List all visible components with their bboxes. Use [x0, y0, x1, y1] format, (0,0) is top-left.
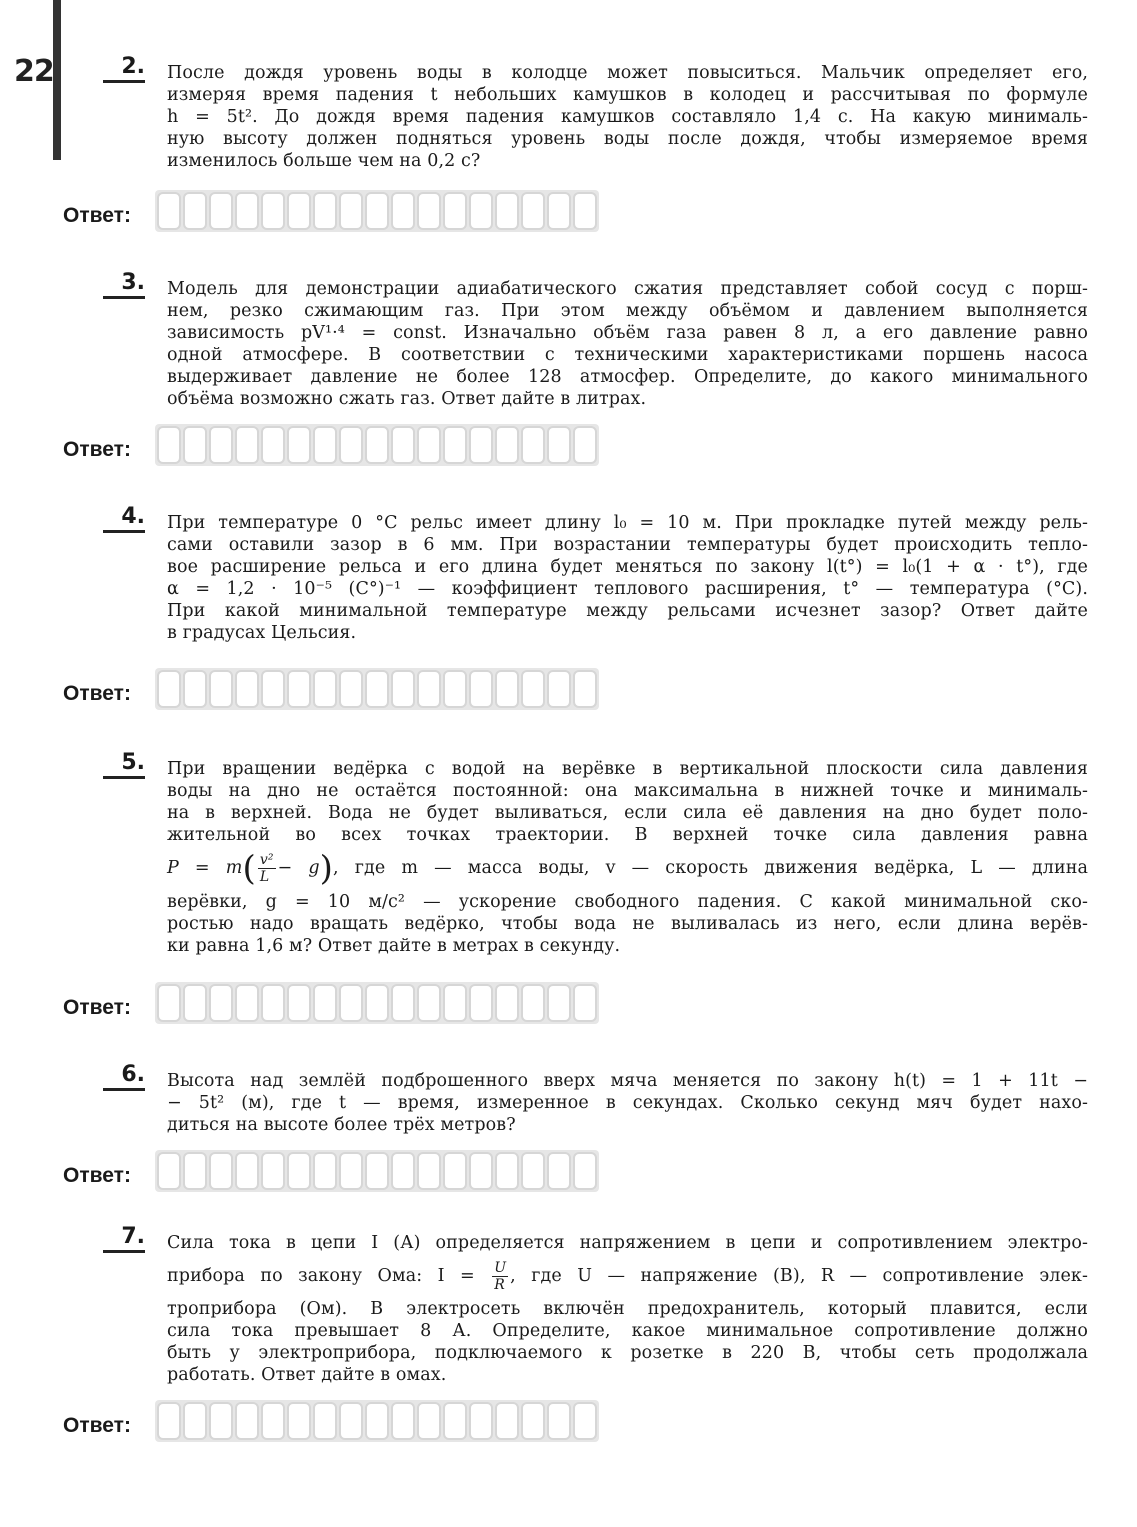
answer-cell[interactable] [443, 426, 467, 464]
answer-cell[interactable] [443, 1402, 467, 1440]
task-5 [103, 750, 1089, 957]
answer-cell[interactable] [183, 426, 207, 464]
formula-suffix: − g [277, 858, 320, 878]
answer-cell[interactable] [547, 426, 571, 464]
task-line: Высота над землёй подброшенного вверх мяча меняется по закону h(t) = 1 + 11t − [167, 1071, 1088, 1091]
task-line: быть у электроприбора, подключаемого к розетке в 220 В, чтобы сеть продолжала [167, 1343, 1088, 1363]
task-line: жительной во всех точках траектории. В верхней точке сила давления равна [167, 825, 1088, 845]
answer-label: Ответ: [63, 204, 131, 227]
task-number: 5. [103, 750, 145, 779]
answer-cell[interactable] [313, 426, 337, 464]
answer-cell[interactable] [417, 426, 441, 464]
task-line: h = 5t². До дождя время падения камушков составляло 1,4 с. На какую минималь- [167, 107, 1088, 127]
answer-cell[interactable] [573, 670, 597, 708]
answer-cell[interactable] [261, 192, 285, 230]
answer-cell[interactable] [261, 1402, 285, 1440]
answer-cell[interactable] [443, 670, 467, 708]
answer-cell[interactable] [157, 670, 181, 708]
answer-cell[interactable] [209, 1402, 233, 1440]
answer-cell[interactable] [183, 670, 207, 708]
task-4 [103, 504, 1088, 644]
fraction-numerator: U [494, 1260, 507, 1276]
answer-cell[interactable] [183, 1152, 207, 1190]
task-line: нем, резко сжимающим газ. При этом между объёмом и давлением выполняется [167, 301, 1088, 321]
task-line: Сила тока в цепи I (А) определяется напряжением в цепи и сопротивлением электро- [167, 1233, 1088, 1253]
answer-cell[interactable] [521, 426, 545, 464]
answer-cell[interactable] [417, 1152, 441, 1190]
answer-cell[interactable] [339, 192, 363, 230]
answer-cell[interactable] [313, 1402, 337, 1440]
answer-cell[interactable] [365, 1402, 389, 1440]
answer-cell[interactable] [183, 1402, 207, 1440]
task-text [167, 278, 1088, 410]
answer-cell[interactable] [521, 192, 545, 230]
task-number: 2. [103, 54, 145, 83]
formula-rest: , где m — масса воды, v — скорость движения ведёрка, L — длина [333, 858, 1089, 878]
answer-cell[interactable] [209, 426, 233, 464]
answer-cell[interactable] [183, 192, 207, 230]
answer-cell[interactable] [157, 984, 181, 1022]
task-line: одной атмосфере. В соответствии с техническими характеристиками поршень насоса [167, 345, 1088, 365]
task-number: 6. [103, 1062, 145, 1091]
answer-cells[interactable] [155, 190, 599, 232]
answer-cell[interactable] [573, 984, 597, 1022]
answer-cell[interactable] [313, 670, 337, 708]
answer-cell[interactable] [521, 670, 545, 708]
answer-cell[interactable] [209, 1152, 233, 1190]
task-line: ную высоту должен подняться уровень воды после дождя, чтобы измеряемое время [167, 129, 1088, 149]
answer-cell[interactable] [365, 192, 389, 230]
task-line: ростью надо вращать ведёрко, чтобы вода не выливалась из него, если длина верёв- [167, 913, 1088, 934]
answer-cell[interactable] [521, 1402, 545, 1440]
answer-cell[interactable] [547, 192, 571, 230]
answer-cell[interactable] [287, 984, 311, 1022]
task-line: выдерживает давление не более 128 атмосфер. Определите, до какого минимального [167, 367, 1088, 387]
answer-cell[interactable] [157, 1152, 181, 1190]
task-line: измеряя время падения t небольших камушков в колодец и рассчитывая по формуле [167, 85, 1088, 105]
answer-cell[interactable] [235, 984, 259, 1022]
task-line: вое расширение рельса и его длина будет меняться по закону l(t°) = l₀(1 + α · t°), где [167, 557, 1088, 577]
formula-rest: , где U — напряжение (В), R — сопротивление элек- [510, 1266, 1088, 1286]
answer-cells[interactable] [155, 668, 599, 710]
answer-cell[interactable] [313, 984, 337, 1022]
answer-cell[interactable] [391, 192, 415, 230]
answer-cell[interactable] [469, 426, 493, 464]
answer-cells[interactable] [155, 1400, 599, 1442]
answer-cell[interactable] [521, 1152, 545, 1190]
task-6 [103, 1062, 1088, 1136]
answer-cell[interactable] [261, 426, 285, 464]
task-line: сила тока превышает 8 А. Определите, какое минимальное сопротивление должно [167, 1321, 1088, 1341]
answer-cell[interactable] [469, 670, 493, 708]
answer-cell[interactable] [573, 426, 597, 464]
answer-cell[interactable] [261, 670, 285, 708]
answer-cell[interactable] [209, 192, 233, 230]
answer-cell[interactable] [313, 1152, 337, 1190]
answer-cell[interactable] [157, 192, 181, 230]
answer-cell[interactable] [287, 192, 311, 230]
answer-cell[interactable] [469, 984, 493, 1022]
answer-cell[interactable] [495, 670, 519, 708]
answer-cell[interactable] [495, 192, 519, 230]
answer-cell[interactable] [157, 426, 181, 464]
answer-label: Ответ: [63, 438, 131, 461]
answer-cells[interactable] [155, 1150, 599, 1192]
task-number: 7. [103, 1224, 145, 1253]
answer-cell[interactable] [469, 1402, 493, 1440]
task-line: При какой минимальной температуре между рельсами исчезнет зазор? Ответ дайте [167, 601, 1088, 621]
answer-cell[interactable] [235, 670, 259, 708]
answer-cell[interactable] [339, 1152, 363, 1190]
answer-label: Ответ: [63, 1164, 131, 1187]
page-number: 22 [14, 54, 54, 89]
answer-cell[interactable] [547, 1402, 571, 1440]
answer-cell[interactable] [573, 1152, 597, 1190]
task-text [167, 512, 1088, 644]
answer-cell[interactable] [183, 984, 207, 1022]
answer-cell[interactable] [495, 1152, 519, 1190]
answer-cell[interactable] [339, 984, 363, 1022]
answer-cell[interactable] [339, 1402, 363, 1440]
task-7 [103, 1224, 1088, 1386]
task-line: При вращении ведёрка с водой на верёвке в вертикальной плоскости сила давления [167, 759, 1088, 779]
task-2 [103, 54, 1088, 172]
answer-cell[interactable] [547, 670, 571, 708]
answer-cell[interactable] [573, 192, 597, 230]
answer-cell[interactable] [313, 192, 337, 230]
task-line: α = 1,2 · 10⁻⁵ (C°)⁻¹ — коэффициент теплового расширения, t° — температура (°C). [167, 579, 1088, 599]
answer-cell[interactable] [261, 984, 285, 1022]
answer-cell[interactable] [391, 984, 415, 1022]
task-line: воды на дно не остаётся постоянной: она максимальна в нижней точке и минималь- [167, 781, 1088, 801]
task-line: троприбора (Ом). В электросеть включён предохранитель, который плавится, если [167, 1299, 1088, 1319]
answer-cell[interactable] [339, 426, 363, 464]
answer-cell[interactable] [417, 984, 441, 1022]
task-line: верёвки, g = 10 м/с² — ускорение свободного падения. С какой минимальной ско- [167, 891, 1088, 912]
answer-cell[interactable] [235, 1402, 259, 1440]
answer-cell[interactable] [547, 1152, 571, 1190]
answer-cell[interactable] [235, 192, 259, 230]
task-text [167, 62, 1088, 172]
answer-cell[interactable] [209, 670, 233, 708]
task-3 [103, 270, 1088, 410]
answer-cell[interactable] [287, 1402, 311, 1440]
fraction [258, 852, 276, 885]
answer-cell[interactable] [573, 1402, 597, 1440]
answer-cell[interactable] [235, 426, 259, 464]
task-text [167, 1232, 1088, 1386]
task-line: При температуре 0 °C рельс имеет длину l₀ = 10 м. При прокладке путей между рель- [167, 513, 1088, 533]
task-line: объёма возможно сжать газ. Ответ дайте в литрах. [167, 389, 647, 409]
answer-cell[interactable] [469, 192, 493, 230]
formula-prefix: P = m [167, 858, 243, 878]
task-line: диться на высоте более трёх метров? [167, 1115, 516, 1135]
fraction-numerator: v² [259, 852, 274, 868]
task-number: 4. [103, 504, 145, 533]
answer-cell[interactable] [547, 984, 571, 1022]
task-line: изменилось больше чем на 0,2 с? [167, 151, 481, 171]
task-line: − 5t² (м), где t — время, измеренное в секундах. Сколько секунд мяч будет нахо- [167, 1093, 1088, 1113]
answer-cell[interactable] [417, 670, 441, 708]
answer-cell[interactable] [339, 670, 363, 708]
answer-cell[interactable] [365, 984, 389, 1022]
task-text [167, 1070, 1088, 1136]
answer-cell[interactable] [443, 192, 467, 230]
task-line: зависимость pV¹·⁴ = const. Изначально объём газа равен 8 л, а его давление равно [167, 323, 1088, 343]
answer-cell[interactable] [495, 1402, 519, 1440]
answer-cell[interactable] [287, 426, 311, 464]
answer-cell[interactable] [235, 1152, 259, 1190]
answer-cell[interactable] [287, 670, 311, 708]
answer-cell[interactable] [365, 426, 389, 464]
task-line: сами оставили зазор в 6 мм. При возрастании температуры будет происходить тепло- [167, 535, 1088, 555]
answer-cell[interactable] [365, 670, 389, 708]
answer-cell[interactable] [417, 1402, 441, 1440]
task-line: на в верхней. Вода не будет выливаться, если сила её давления на дно будет поло- [167, 803, 1088, 823]
answer-cell[interactable] [495, 426, 519, 464]
answer-cell[interactable] [391, 1152, 415, 1190]
answer-cell[interactable] [417, 192, 441, 230]
answer-label: Ответ: [63, 1414, 131, 1437]
answer-cell[interactable] [391, 1402, 415, 1440]
answer-cell[interactable] [391, 426, 415, 464]
formula-line: P = m( $\frac{\text{v²}}{L}$ − g), где m — масса воды, v — скорость движения ведёрка, L — длина [167, 848, 1089, 889]
answer-label: Ответ: [63, 996, 131, 1019]
formula-prefix: прибора по закону Ома: I = [167, 1266, 475, 1286]
answer-cell[interactable] [287, 1152, 311, 1190]
task-line: Модель для демонстрации адиабатического сжатия представляет собой сосуд с порш- [167, 279, 1088, 299]
task-line: После дождя уровень воды в колодце может повыситься. Мальчик определяет его, [167, 63, 1088, 83]
answer-cell[interactable] [209, 984, 233, 1022]
answer-cell[interactable] [365, 1152, 389, 1190]
fraction-denominator: R [494, 1277, 505, 1293]
answer-cell[interactable] [391, 670, 415, 708]
answer-cell[interactable] [443, 984, 467, 1022]
answer-cell[interactable] [443, 1152, 467, 1190]
task-line: работать. Ответ дайте в омах. [167, 1365, 447, 1385]
answer-label: Ответ: [63, 682, 131, 705]
answer-cell[interactable] [157, 1402, 181, 1440]
task-number: 3. [103, 270, 145, 299]
formula-line [167, 1256, 1088, 1296]
fraction [492, 1260, 508, 1293]
answer-cells[interactable] [155, 982, 599, 1024]
task-line: в градусах Цельсия. [167, 623, 357, 643]
answer-cell[interactable] [521, 984, 545, 1022]
fraction-denominator: L [259, 869, 270, 885]
answer-cells[interactable] [155, 424, 599, 466]
answer-cell[interactable] [261, 1152, 285, 1190]
answer-cell[interactable] [469, 1152, 493, 1190]
task-line: ки равна 1,6 м? Ответ дайте в метрах в секунду. [167, 935, 621, 956]
answer-cell[interactable] [495, 984, 519, 1022]
task-text [167, 758, 1088, 957]
margin-bar [53, 0, 61, 160]
